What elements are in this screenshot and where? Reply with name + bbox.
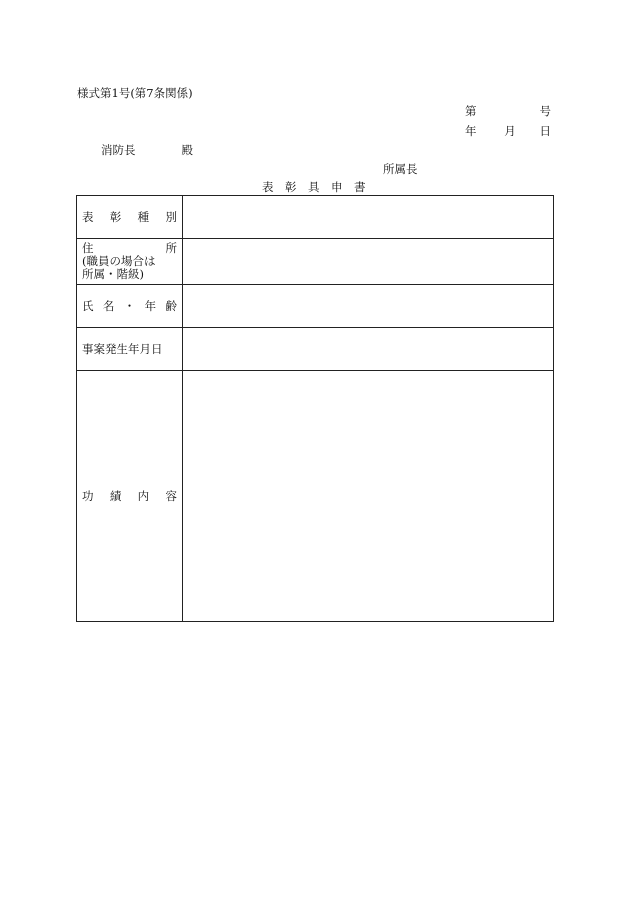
label-award-type: 表 彰 種 別 bbox=[77, 196, 183, 239]
document-number-line bbox=[465, 103, 551, 119]
field-award-type[interactable] bbox=[183, 196, 554, 239]
application-form-table bbox=[76, 195, 554, 622]
field-incident-date[interactable] bbox=[183, 328, 554, 371]
title-char: 書 bbox=[354, 180, 366, 194]
label-achievements: 功 績 内 容 bbox=[77, 371, 183, 622]
form-number: 様式第1号(第7条関係) bbox=[77, 86, 193, 100]
label-name-age: 氏 名 ・ 年 齢 bbox=[77, 285, 183, 328]
title-char: 彰 bbox=[285, 180, 297, 194]
addressee-line bbox=[101, 142, 193, 158]
title-char: 申 bbox=[331, 180, 343, 194]
row-address bbox=[77, 239, 554, 285]
applicant: 所属長 bbox=[383, 162, 418, 176]
doc-number-prefix: 第 bbox=[465, 104, 477, 118]
label-address: 住 所 (職員の場合は 所属・階級) bbox=[77, 239, 183, 285]
row-award-type bbox=[77, 196, 554, 239]
honorific: 殿 bbox=[181, 143, 193, 157]
title-char: 具 bbox=[308, 180, 320, 194]
date-day: 日 bbox=[539, 124, 551, 138]
date-line bbox=[465, 123, 551, 139]
title-char: 表 bbox=[262, 180, 274, 194]
label-incident-date: 事案発生年月日 bbox=[77, 328, 183, 371]
row-name-age bbox=[77, 285, 554, 328]
document-title bbox=[262, 179, 377, 195]
field-name-age[interactable] bbox=[183, 285, 554, 328]
addressee: 消防長 bbox=[101, 143, 136, 157]
field-achievements[interactable] bbox=[183, 371, 554, 622]
row-achievements bbox=[77, 371, 554, 622]
date-year: 年 bbox=[465, 124, 477, 138]
date-month: 月 bbox=[504, 124, 516, 138]
row-incident-date bbox=[77, 328, 554, 371]
doc-number-suffix: 号 bbox=[539, 104, 551, 118]
field-address[interactable] bbox=[183, 239, 554, 285]
